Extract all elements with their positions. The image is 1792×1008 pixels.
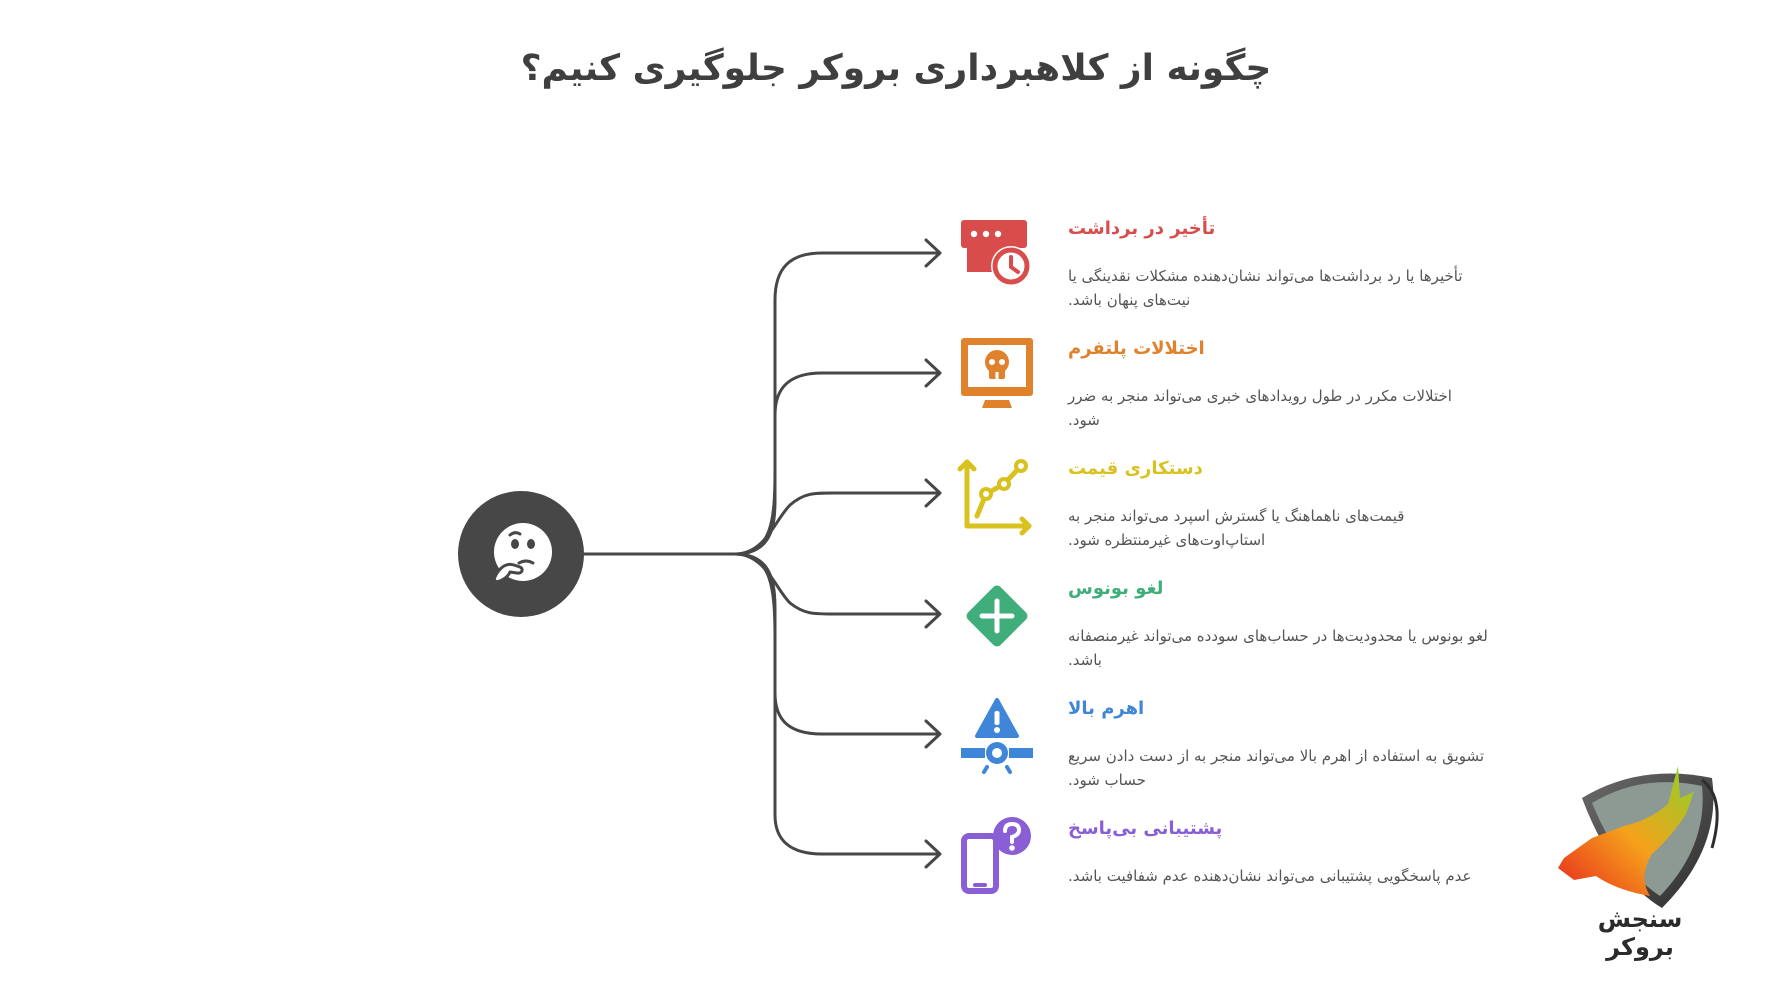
phone-question-icon bbox=[957, 816, 1037, 896]
item-desc-high-leverage: تشویق به استفاده از اهرم بالا می‌تواند منجر به از دست دادن سریع حساب شود. bbox=[1068, 747, 1485, 789]
item-desc-price-manipulation: قیمت‌های ناهماهنگ یا گسترش اسپرد می‌تواند منجر به استاپ‌اوت‌های غیرمنتظره شود. bbox=[1068, 507, 1405, 549]
item-desc-platform-glitches: اختلالات مکرر در طول رویدادهای خبری می‌تواند منجر به ضرر شود. bbox=[1068, 387, 1452, 429]
monitor-skull-icon bbox=[957, 336, 1037, 416]
item-desc-withdrawal-delay: تأخیرها یا رد برداشت‌ها می‌تواند نشان‌دهنده مشکلات نقدینگی یا نیت‌های پنهان باشد. bbox=[1068, 267, 1463, 309]
central-hub bbox=[458, 491, 584, 617]
thinking-face-icon bbox=[486, 519, 556, 589]
price-chart-icon bbox=[957, 456, 1037, 536]
logo-text: سنجش بروکر bbox=[1597, 905, 1683, 961]
item-title-price-manipulation: دستکاری قیمت bbox=[1068, 458, 1203, 479]
bonus-plus-diamond-icon bbox=[957, 576, 1037, 656]
item-title-high-leverage: اهرم بالا bbox=[1068, 698, 1145, 719]
item-title-platform-glitches: اختلالات پلتفرم bbox=[1068, 338, 1205, 359]
item-title-bonus-cancellation: لغو بونوس bbox=[1068, 578, 1164, 599]
page-title: چگونه از کلاهبرداری بروکر جلوگیری کنیم؟ bbox=[520, 48, 1272, 89]
delayed-withdrawal-clock-icon bbox=[957, 216, 1037, 296]
item-title-unresponsive-support: پشتیبانی بی‌پاسخ bbox=[1068, 818, 1223, 839]
item-title-withdrawal-delay: تأخیر در برداشت bbox=[1068, 218, 1216, 239]
item-desc-unresponsive-support: عدم پاسخگویی پشتیبانی می‌تواند نشان‌دهنده عدم شفافیت باشد. bbox=[1068, 867, 1472, 885]
warning-leverage-icon bbox=[957, 696, 1037, 776]
item-desc-bonus-cancellation: لغو بونوس یا محدودیت‌ها در حساب‌های سودده می‌تواند غیرمنصفانه باشد. bbox=[1068, 627, 1488, 669]
